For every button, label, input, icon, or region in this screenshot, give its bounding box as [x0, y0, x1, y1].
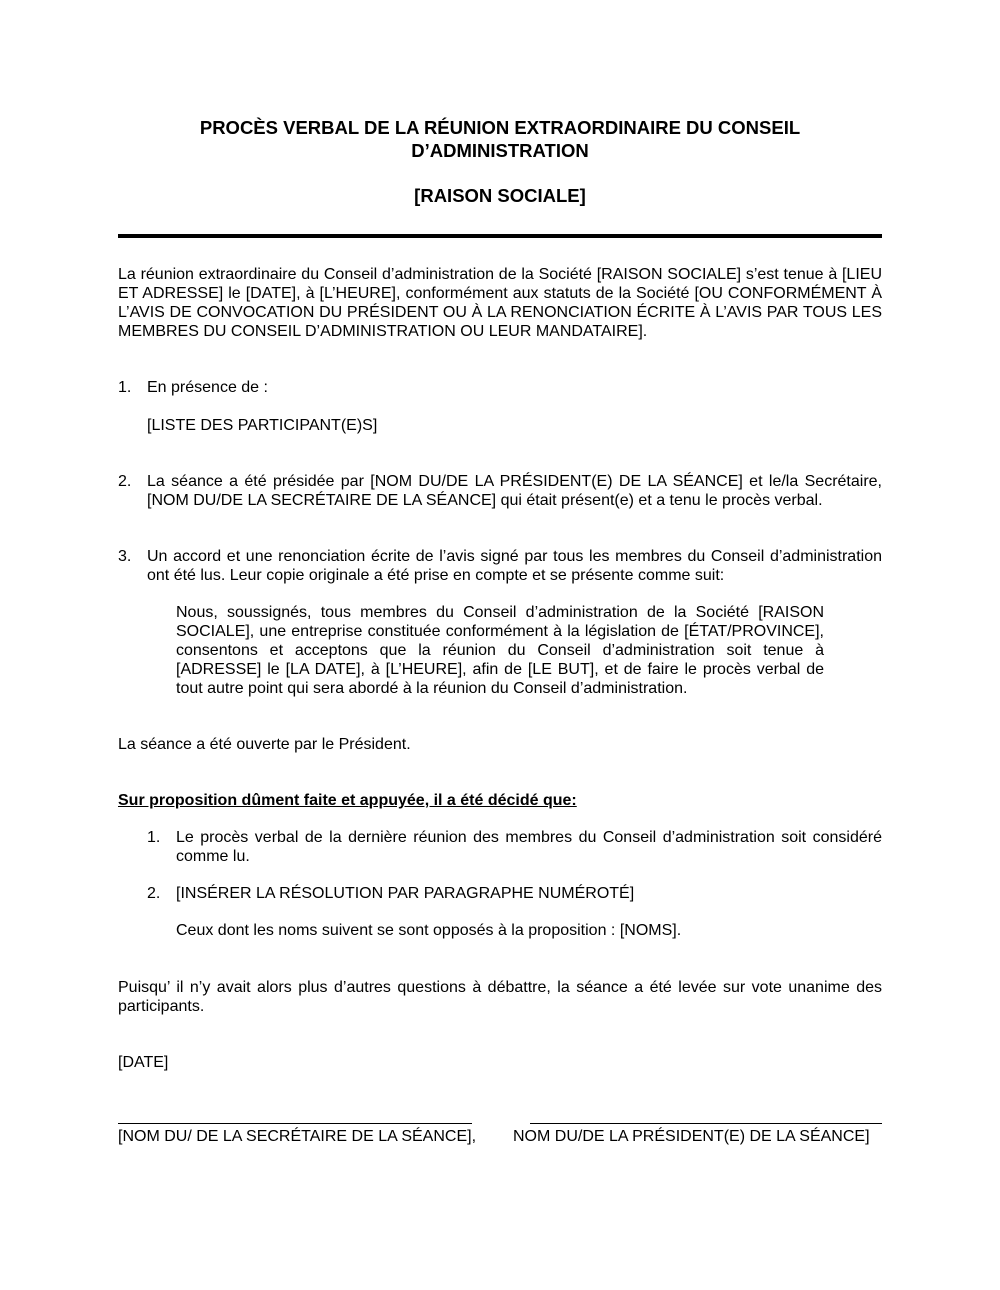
intro-paragraph: La réunion extraordinaire du Conseil d’administration de la Société [RAISON SOCIALE] s’est tenue à [LIEU ET ADRESSE] le [DATE], à [L’HEURE], conformément aux statuts de la Société [OU CONFORMÉMENT À L’AVIS DE CONVOCATION DU PRÉSIDENT OU À LA RENONCIATION ÉCRITE À L’AVIS PAR TOUS LES MEMBRES DU CONSEIL D’ADMINISTRATION OU LEUR MANDATAIRE].	[118, 266, 882, 340]
list-number: 3.	[118, 548, 132, 565]
title-divider	[118, 234, 882, 238]
list-text: En présence de :	[147, 379, 268, 396]
resolution-text: Le procès verbal de la dernière réunion des membres du Conseil d’administration soit considéré comme lu.	[176, 829, 882, 865]
list-number: 2.	[118, 473, 132, 490]
waiver-quote: Nous, soussignés, tous membres du Conseil d’administration de la Société [RAISON SOCIALE], une entreprise constituée conformément à la législation de [ÉTAT/PROVINCE], consentons et acceptons que la réunion du Conseil d’administration soit tenue à [ADRESSE] le [LA DATE], à [L’HEURE], afin de [LE BUT], et de faire le procès verbal de tout autre point qui sera abordé à la réunion du Conseil d’administration.	[176, 604, 824, 697]
secretary-name: [NOM DU/ DE LA SECRÉTAIRE DE LA SÉANCE],	[118, 1128, 477, 1145]
list-text: Un accord et une renonciation écrite de l’avis signé par tous les membres du Conseil d’administration ont été lus. Leur copie originale a été prise en compte et se présente comme suit:	[147, 548, 882, 584]
president-name: NOM DU/DE LA PRÉSIDENT(E) DE LA SÉANCE]	[513, 1128, 870, 1145]
participants-placeholder: [LISTE DES PARTICIPANT(E)S]	[147, 417, 378, 434]
session-opened: La séance a été ouverte par le Président.	[118, 736, 411, 753]
document-title-line2: D’ADMINISTRATION	[411, 140, 589, 161]
president-signature-line	[530, 1123, 882, 1124]
resolution-heading: Sur proposition dûment faite et appuyée, il a été décidé que:	[118, 792, 577, 809]
resolution-text: [INSÉRER LA RÉSOLUTION PAR PARAGRAPHE NUMÉROTÉ]	[176, 885, 635, 902]
date-placeholder: [DATE]	[118, 1054, 169, 1071]
company-name: [RAISON SOCIALE]	[414, 185, 586, 206]
document-title-line1: PROCÈS VERBAL DE LA RÉUNION EXTRAORDINAIRE DU CONSEIL	[199, 117, 801, 138]
opposed-names: Ceux dont les noms suivent se sont opposés à la proposition : [NOMS].	[176, 922, 682, 939]
list-number: 1.	[118, 379, 132, 396]
list-number: 1.	[147, 829, 161, 846]
closing-paragraph: Puisqu’ il n’y avait alors plus d’autres questions à débattre, la séance a été levée sur vote unanime des participants.	[118, 979, 882, 1015]
secretary-signature-line	[118, 1123, 472, 1124]
list-text: La séance a été présidée par [NOM DU/DE LA PRÉSIDENT(E) DE LA SÉANCE] et le/la Secrétaire, [NOM DU/DE LA SECRÉTAIRE DE LA SÉANCE] qui était présent(e) et a tenu le procès verbal.	[147, 473, 882, 509]
list-number: 2.	[147, 885, 161, 902]
